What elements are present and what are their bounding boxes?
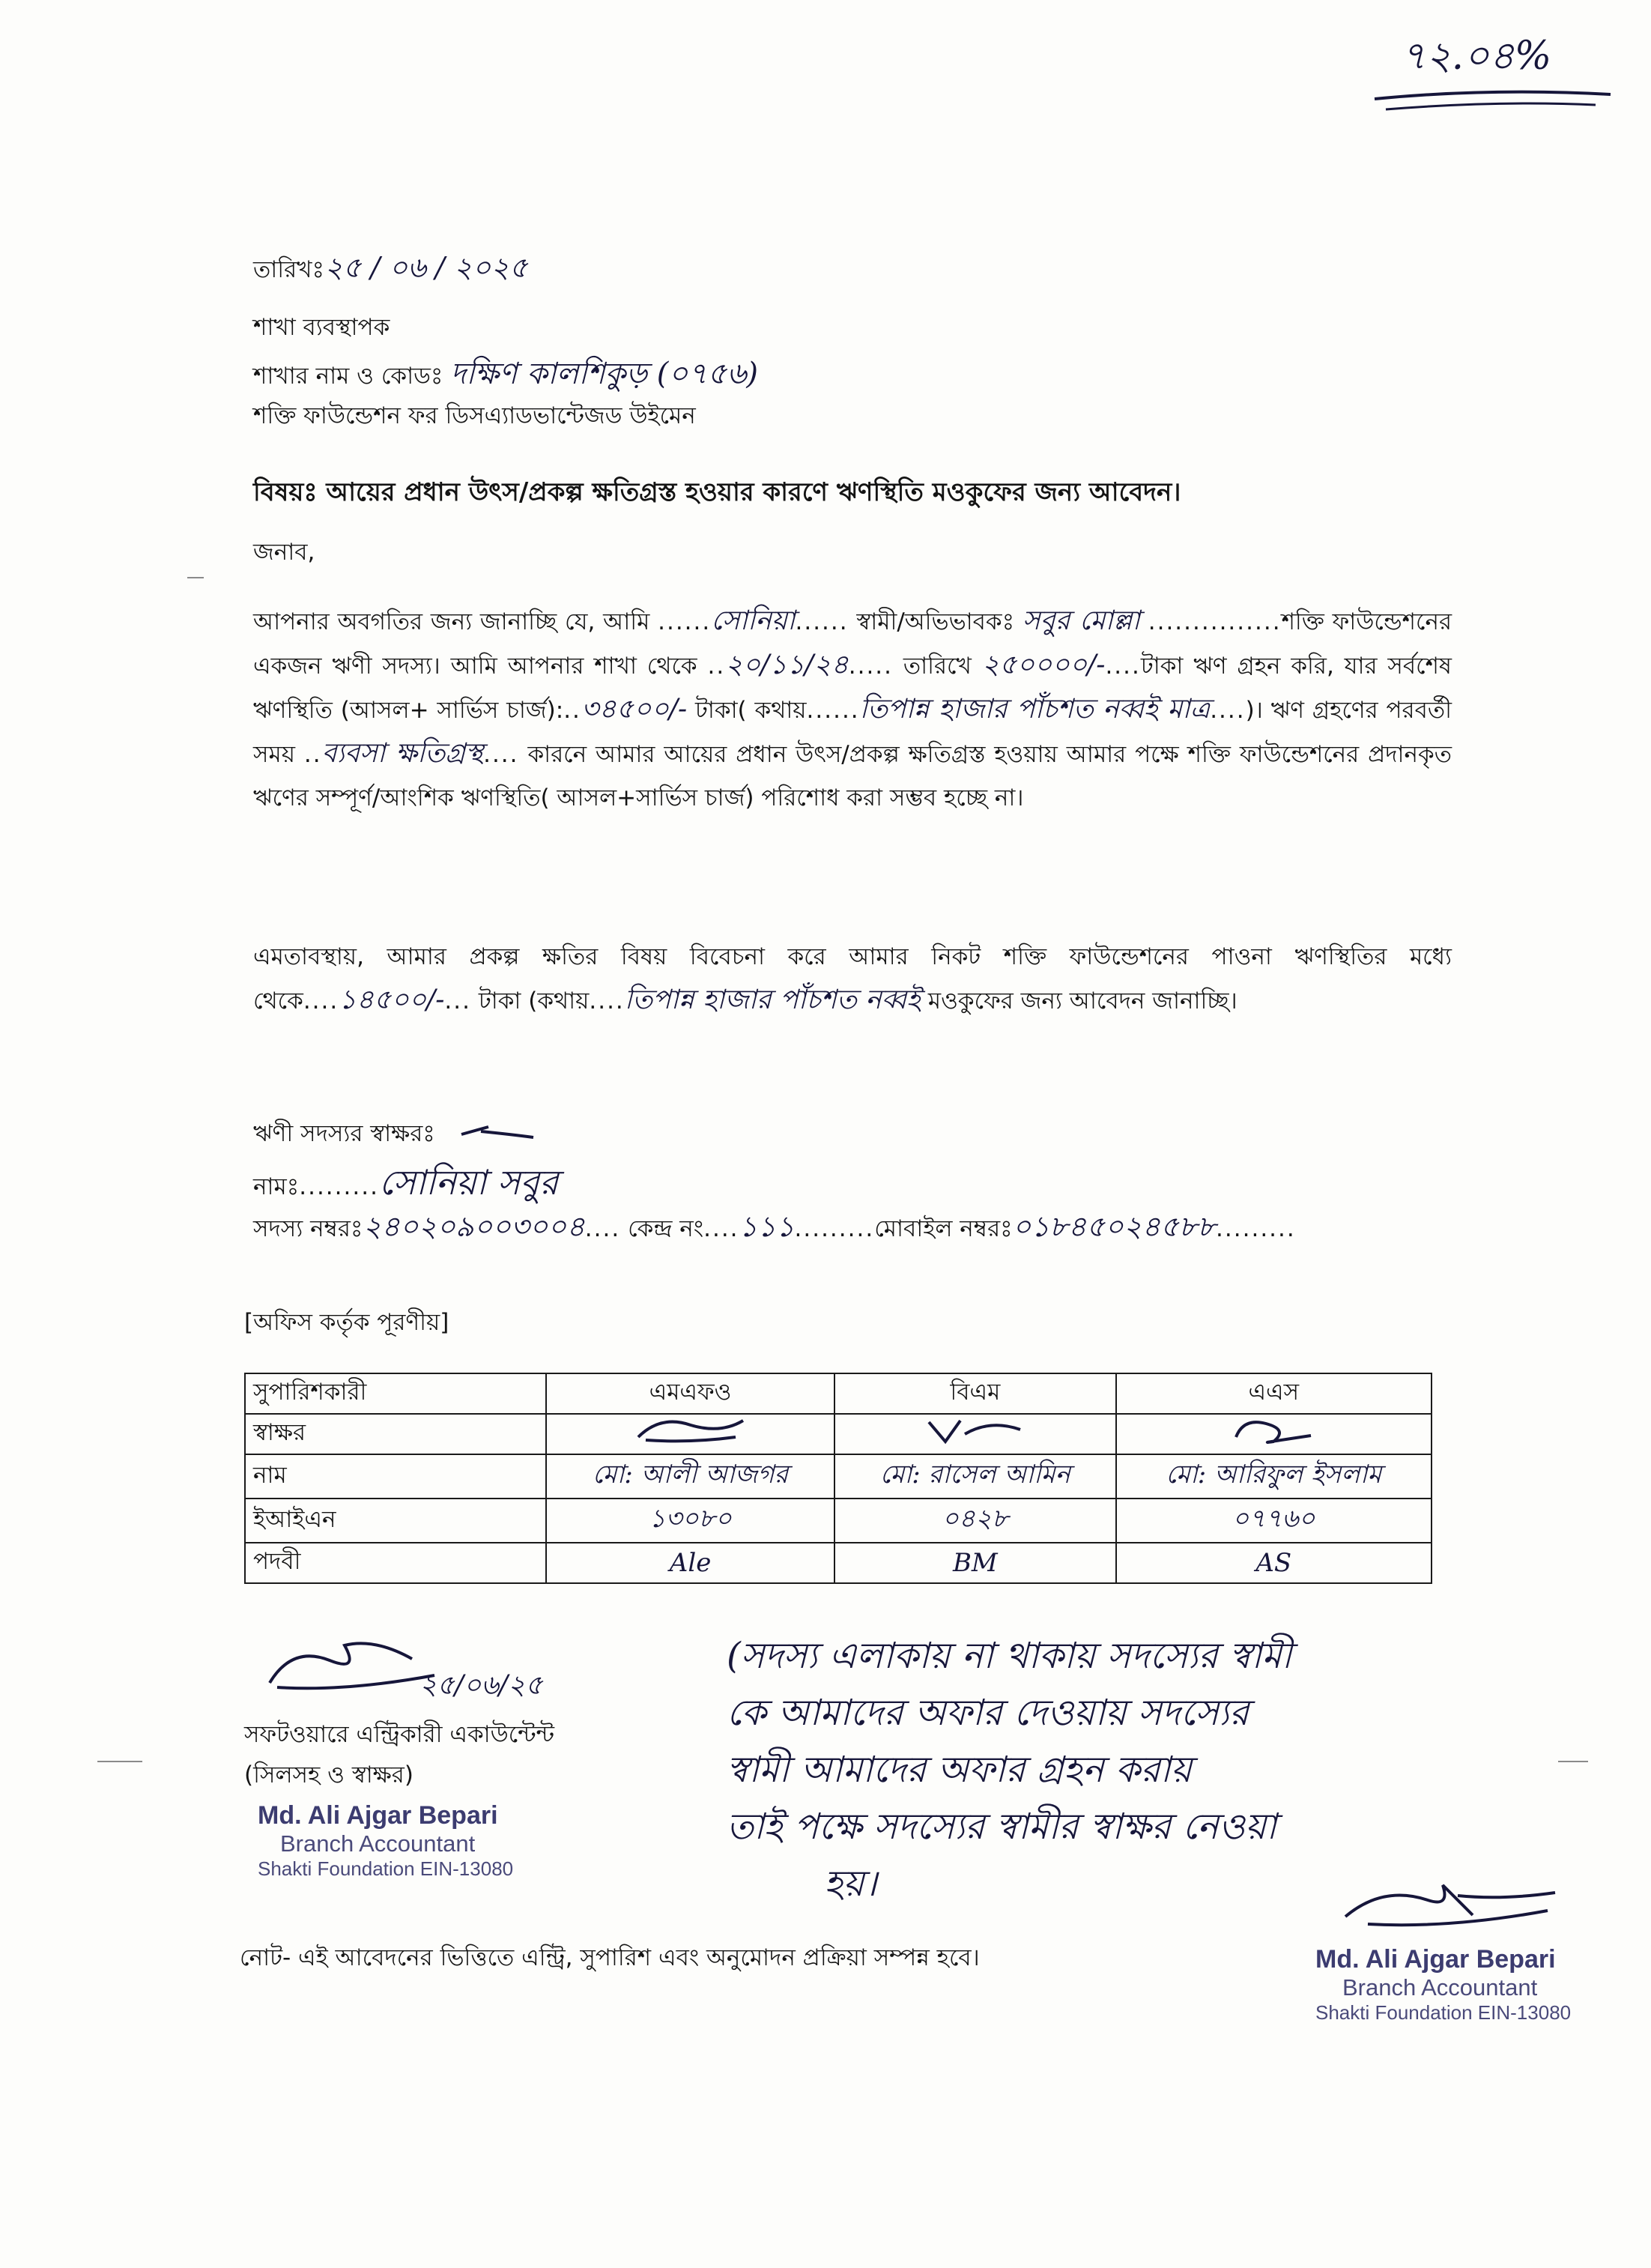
bm-name-cell (834, 1454, 1115, 1499)
accountant-signature-mark (262, 1638, 442, 1698)
stamp2-name: Md. Ali Ajgar Bepari (1315, 1945, 1556, 1974)
note-line: হয়। (824, 1863, 877, 1905)
corner-note: ৭২.০৪% (1401, 34, 1552, 79)
member-name-field: সোনিয়া (711, 605, 796, 636)
bm-signature-cell (834, 1414, 1115, 1454)
note-line: তাই পক্ষে সদস্যের স্বামীর স্বাক্ষর নেওয়া (727, 1806, 1277, 1848)
mfo-signature-mark (631, 1415, 751, 1448)
scan-mark (187, 577, 204, 578)
bm-ein: ০৪২৮ (942, 1504, 1009, 1534)
corner-underline (1371, 84, 1618, 114)
date-line (253, 250, 528, 286)
bm-signature-mark (923, 1415, 1028, 1448)
center-label: কেন্দ্র নং (628, 1215, 704, 1242)
bm-name: মো: রাসেল আমিন (879, 1460, 1070, 1490)
as-name-cell (1116, 1454, 1432, 1499)
borrower-signature-line (253, 1119, 435, 1149)
body1-text-4: তারিখে (903, 653, 972, 680)
table-header-cell: এএস (1116, 1373, 1432, 1414)
as-ein-cell (1116, 1499, 1432, 1543)
scan-mark (1558, 1761, 1588, 1762)
table-header-cell: সুপারিশকারী (245, 1373, 546, 1414)
branch-value: দক্ষিণ কালশিকুড় (০৭৫৬) (450, 357, 758, 391)
body1-text-7: )। ঋণ গ্রহণের পরবর্তী সময় (253, 697, 1452, 768)
row-label-ein: ইআইএন (245, 1499, 546, 1543)
borrower-signature-label: ঋণী সদস্যর স্বাক্ষরঃ (253, 1120, 435, 1147)
recommendation-table (244, 1373, 1432, 1584)
body-paragraph-1: আপনার অবগতির জন্য জানাচ্ছি যে, আমি ......সোনিয়া...... স্বামী/অভিভাবকঃ সবুর মোল্লা ...............শক্তি ফাউন্ডেশনের একজন ঋণী সদস্য। আমি আপনার শাখা থেকে ..২০/১১/২৪..... তারিখে ২৫০০০০/-....টাকা ঋণ গ্রহন করি, যার সর্বশেষ ঋণস্থিতি (আসল+ সার্ভিস চার্জ):..৩৪৫০০/- টাকা( কথায়......তিপান্ন হাজার পাঁচশত নব্বই মাত্র....)। ঋণ গ্রহণের পরবর্তী সময় ..ব্যবসা ক্ষতিগ্রস্থ.... কারনে আমার আয়ের প্রধান উৎস/প্রকল্প ক্ষতিগ্রস্ত হওয়ায় আমার পক্ষে শক্তি ফাউন্ডেশনের প্রদানকৃত ঋণের সম্পূর্ণ/আংশিক ঋণস্থিতি( আসল+সার্ভিস চার্জ) পরিশোধ করা সম্ভব হচ্ছে না। (253, 605, 1452, 811)
mfo-designation: Ale (669, 1548, 712, 1578)
accountant-role: সফটওয়ারে এন্ট্রিকারী একাউন্টেন্ট (244, 1721, 555, 1748)
body1-text-8: কারনে আমার আয়ের প্রধান উৎস/প্রকল্প ক্ষতিগ্রস্ত হওয়ায় আমার পক্ষে শক্তি ফাউন্ডেশনের প্রদানকৃত ঋণের সম্পূর্ণ/আংশিক ঋণস্থিতি( আসল+সার্ভিস চার্জ) পরিশোধ করা সম্ভব হচ্ছে না। (253, 741, 1452, 811)
mfo-designation-cell (546, 1543, 834, 1583)
branch-line (253, 355, 758, 393)
member-no-label: সদস্য নম্বরঃ (253, 1215, 363, 1242)
mfo-name-cell (546, 1454, 834, 1499)
note-line: স্বামী আমাদের অফার গ্রহন করায় (727, 1749, 1192, 1791)
body1-text-2: স্বামী/অভিভাবকঃ (856, 608, 1015, 635)
as-name: মো: আরিফুল ইসলাম (1166, 1460, 1382, 1490)
stamp2-title: Branch Accountant (1342, 1974, 1538, 2001)
date-label: তারিখঃ (253, 256, 325, 283)
table-header-cell: বিএম (834, 1373, 1115, 1414)
stamp-name: Md. Ali Ajgar Bepari (258, 1801, 498, 1830)
body2-text-1: এমতাবস্থায়, আমার প্রকল্প ক্ষতির বিষয় বিবেচনা করে আমার নিকট শক্তি ফাউন্ডেশনের পাওনা ঋণস্থিতির মধ্যে থেকে (253, 943, 1452, 1014)
table-row (245, 1414, 1432, 1454)
table-row (245, 1499, 1432, 1543)
bm-ein-cell (834, 1499, 1115, 1543)
body1-text-5: টাকা ঋণ গ্রহন করি, যার সর্বশেষ ঋণস্থিতি (আসল+ সার্ভিস চার্জ): (253, 653, 1452, 724)
borrower-name-line: নামঃ.........সোনিয়া সবুর (253, 1162, 559, 1203)
note-line: (সদস্য এলাকায় না থাকায় সদস্যের স্বামী (727, 1635, 1292, 1677)
note-line: কে আমাদের অফার দেওয়ায় সদস্যের (727, 1692, 1249, 1734)
date-value: ২৫ / ০৬ / ২০২৫ (324, 251, 528, 284)
table-header-cell: এমএফও (546, 1373, 834, 1414)
row-label-name: নাম (245, 1454, 546, 1499)
scan-mark (97, 1761, 142, 1762)
guardian-name-field: সবুর মোল্লা (1022, 605, 1140, 636)
borrower-id-line: সদস্য নম্বরঃ২৪০২০৯০০৩০০৪.... কেন্দ্র নং....১১১.........মোবাইল নম্বরঃ০১৮৪৫০২৪৫৮৮......... (253, 1210, 1296, 1243)
member-no-field: ২৪০২০৯০০৩০০৪ (363, 1210, 585, 1243)
as-ein: ০৭৭৬০ (1232, 1504, 1315, 1534)
body1-text-6: টাকা( কথায় (695, 697, 807, 724)
cause-field: ব্যবসা ক্ষতিগ্রস্থ (321, 738, 484, 769)
mobile-field: ০১৮৪৫০২৪৫৮৮ (1012, 1210, 1217, 1243)
mfo-ein: ১৩০৮০ (649, 1504, 732, 1534)
row-label-designation: পদবী (245, 1543, 546, 1583)
mfo-signature-cell (546, 1414, 834, 1454)
accountant-date: ২৫/০৬/২৫ (419, 1670, 543, 1701)
waiver-amount-field: ১৪৫০০/- (339, 985, 445, 1015)
stamp2-ein: Shakti Foundation EIN-13080 (1315, 2001, 1572, 2024)
mfo-name: মো: আলী আজগর (592, 1460, 789, 1490)
borrower-name-label: নামঃ (253, 1173, 300, 1200)
loan-date-field: ২০/১১/২৪ (725, 650, 849, 680)
subject-line: বিষয়ঃ আয়ের প্রধান উৎস/প্রকল্প ক্ষতিগ্রস্ত হওয়ার কারণে ঋণস্থিতি মওকুফের জন্য আবেদন। (253, 477, 1181, 507)
second-signature-mark (1338, 1878, 1563, 1938)
table-row (245, 1373, 1432, 1414)
as-designation: AS (1255, 1548, 1292, 1578)
row-label-signature: স্বাক্ষর (245, 1414, 546, 1454)
mobile-label: মোবাইল নম্বরঃ (874, 1215, 1013, 1242)
office-use-label: [অফিস কর্তৃক পূরণীয়] (244, 1309, 449, 1336)
body2-text-2: টাকা (কথায় (478, 988, 590, 1014)
as-signature-cell (1116, 1414, 1432, 1454)
handwritten-note (727, 1627, 1292, 1912)
body1-text-3: শক্তি ফাউন্ডেশনের একজন ঋণী সদস্য। আমি আপনার শাখা থেকে (253, 608, 1452, 680)
as-signature-mark (1221, 1415, 1326, 1448)
branch-label: শাখার নাম ও কোডঃ (253, 363, 443, 390)
balance-field: ৩৪৫০০/- (581, 694, 688, 725)
waiver-words-field: তিপান্ন হাজার পাঁচশত নব্বই (624, 985, 921, 1015)
as-designation-cell (1116, 1543, 1432, 1583)
accountant-seal-note: (সিলসহ ও স্বাক্ষর) (244, 1762, 413, 1788)
borrower-name-field: সোনিয়া সবুর (378, 1162, 559, 1203)
borrower-signature-mark (458, 1121, 541, 1143)
recipient-title: শাখা ব্যবস্থাপক (253, 314, 390, 341)
mfo-ein-cell (546, 1499, 834, 1543)
body-paragraph-2: এমতাবস্থায়, আমার প্রকল্প ক্ষতির বিষয় বিবেচনা করে আমার নিকট শক্তি ফাউন্ডেশনের পাওনা ঋণস্থিতির মধ্যে থেকে....১৪৫০০/-... টাকা (কথায়....তিপান্ন হাজার পাঁচশত নব্বই মওকুফের জন্য আবেদন জানাচ্ছি। (253, 943, 1452, 1015)
organization-name: শক্তি ফাউন্ডেশন ফর ডিসএ্যাডভান্টেজড উইমেন (253, 402, 696, 429)
table-row (245, 1454, 1432, 1499)
bm-designation: BM (952, 1548, 998, 1578)
footer-note: নোট- এই আবেদনের ভিত্তিতে এন্ট্রি, সুপারিশ এবং অনুমোদন প্রক্রিয়া সম্পন্ন হবে। (240, 1944, 980, 1971)
bm-designation-cell (834, 1543, 1115, 1583)
loan-amount-field: ২৫০০০০/- (981, 650, 1106, 680)
body1-text-1: আপনার অবগতির জন্য জানাচ্ছি যে, আমি (253, 608, 650, 635)
stamp-ein: Shakti Foundation EIN-13080 (258, 1857, 514, 1880)
second-stamp (1315, 1945, 1571, 2024)
accountant-stamp (258, 1801, 513, 1881)
salutation: জনাব, (253, 539, 315, 566)
center-field: ১১১ (739, 1210, 795, 1243)
body2-text-3: মওকুফের জন্য আবেদন জানাচ্ছি। (927, 988, 1238, 1014)
balance-words-field: তিপান্ন হাজার পাঁচশত নব্বই মাত্র (859, 694, 1211, 725)
stamp-title: Branch Accountant (280, 1830, 476, 1857)
table-row (245, 1543, 1432, 1583)
